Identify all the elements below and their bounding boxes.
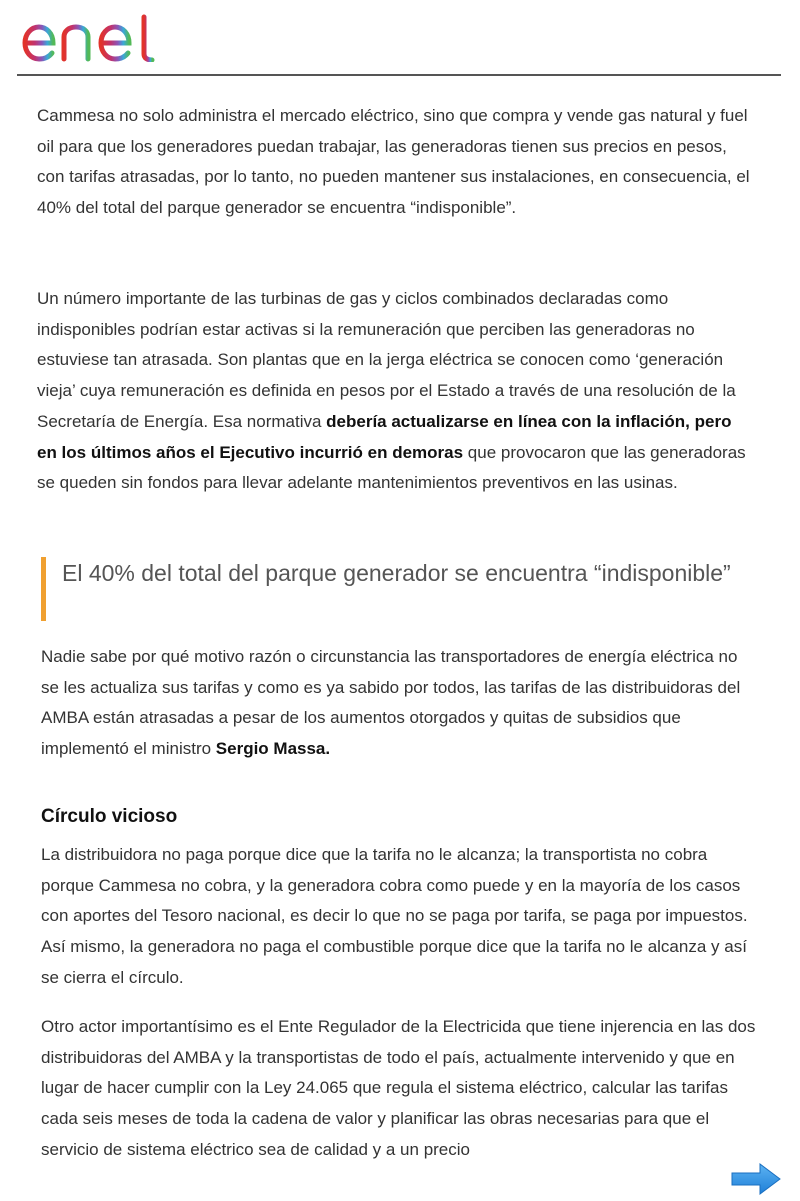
pull-quote-text: El 40% del total del parque generador se encuentra “indisponible” xyxy=(62,560,731,586)
paragraph-bold-text: debería actualizarse en línea con la inflación, pero en los últimos años el Ejecutivo incurrió en demoras xyxy=(37,411,732,462)
arrow-right-icon[interactable] xyxy=(730,1162,782,1196)
article-paragraph: Cammesa no solo administra el mercado eléctrico, sino que compra y vende gas natural y fuel oil para que los generadores puedan trabajar, las generadoras tienen sus precios en pesos, con tarifas atrasadas, por lo tanto, no pueden mantener sus instalaciones, en consecuencia, el 40% del total del parque generador se encuentra “indisponible”. xyxy=(37,106,750,218)
section-heading: Círculo vicioso xyxy=(41,806,178,827)
article-paragraph: Otro actor importantísimo es el Ente Regulador de la Electricida que tiene injerencia en las dos distribuidoras del AMBA y la transportistas de todo el país, actualmente intervenido y que en lugar de hacer cumplir con la Ley 24.065 que regula el sistema eléctrico, calcular las tarifas cada seis meses de toda la cadena de valor y planificar las obras necesarias para que el servicio de sistema eléctrico sea de calidad y a un precio xyxy=(41,1017,756,1159)
article-paragraph: La distribuidora no paga porque dice que la tarifa no le alcanza; la transportista no cobra porque Cammesa no cobra, y la generadora cobra como puede y en la mayoría de los casos con aportes del Tesoro nacional, es decir lo que no se paga por tarifa, se paga por impuestos. Así mismo, la generadora no paga el combustible porque dice que la tarifa no le alcanza y así se cierra el círculo. xyxy=(41,845,748,987)
paragraph-text: Un número importante de las turbinas de gas y ciclos combinados declaradas como indisponibles podrían estar activas si la remuneración que perciben las generadoras no estuviese tan atrasada. Son plantas que en la jerga eléctrica se conocen como ‘generación vieja’ cuya remuneración es definida en pesos por el Estado a través de una resolución de la Secretaría de Energía. Esa normativa xyxy=(37,289,736,431)
article-paragraph xyxy=(37,284,752,499)
pull-quote xyxy=(41,557,741,621)
article-paragraph xyxy=(41,642,759,765)
paragraph-text: que provocaron que las generadoras se queden sin fondos para llevar adelante mantenimientos preventivos en las usinas. xyxy=(37,442,746,493)
paragraph-text: Nadie sabe por qué motivo razón o circunstancia las transportadores de energía eléctrica no se les actualiza sus tarifas y como es ya sabido por todos, las tarifas de las distribuidoras del AMBA están atrasadas a pesar de los aumentos otorgados y quitas de subsidios que implementó el ministro xyxy=(41,647,741,759)
paragraph-bold-text: Sergio Massa. xyxy=(215,739,331,759)
